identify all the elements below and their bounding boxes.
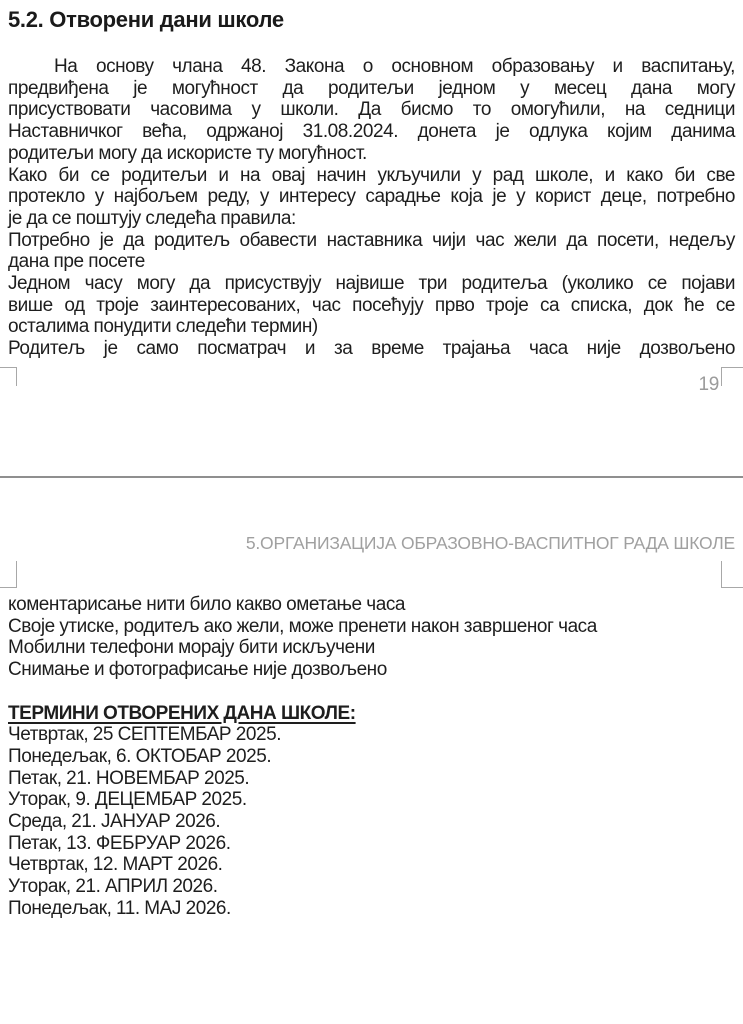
open-day-date: Среда, 21. ЈАНУАР 2026. <box>8 811 221 833</box>
text-line: Потребно је да родитељ обавести наставника чији час жели да посети, недељу <box>8 229 735 251</box>
text-line: протекло у најбољем реду, у интересу сарадње која је у корист деце, потребно <box>8 186 735 208</box>
page-separator-line <box>0 476 743 478</box>
blank-line <box>8 681 735 703</box>
open-day-date: Понедељак, 11. МАЈ 2026. <box>8 897 231 919</box>
text-line: Своје утиске, родитељ ако жели, може пренети након завршеног часа <box>8 615 597 637</box>
page2-body <box>8 594 735 920</box>
text-boundary-mark-top-left <box>0 561 17 588</box>
text-boundary-mark-bottom-left <box>0 367 17 386</box>
running-header: 5.ОРГАНИЗАЦИЈА ОБРАЗОВНО-ВАСПИТНОГ РАДА ШКОЛЕ <box>245 533 735 553</box>
text-line: више од троје заинтересованих, час посећују прво троје са списка, док ће се <box>8 294 735 316</box>
text-line: дана пре посете <box>8 251 145 273</box>
open-day-date: Петак, 21. НОВЕМБАР 2025. <box>8 767 250 789</box>
text-line: је да се поштују следећа правила: <box>8 207 296 229</box>
paragraph <box>8 338 735 360</box>
text-line: Мобилни телефони морају бити искључени <box>8 637 375 659</box>
section-title: 5.2. Отворени дани школе <box>8 7 284 32</box>
text-line: На основу члана 48. Закона о основном образовању и васпитању, <box>54 56 735 77</box>
text-line: родитељи могу да искористе ту могућност. <box>8 142 367 164</box>
text-boundary-mark-top-right <box>721 561 743 588</box>
text-line: коментарисање нити било какво ометање часа <box>8 594 406 615</box>
open-day-date: Четвртак, 12. МАРТ 2026. <box>8 854 223 876</box>
text-line: присуствовати часовима у школи. Да бисмо то омогућили, на седници <box>8 99 735 121</box>
terms-heading-row <box>8 703 735 725</box>
paragraph <box>8 273 735 338</box>
text-line: Наставничког већа, одржаној 31.08.2024. донета је одлука којим данима <box>8 121 735 143</box>
open-day-date: Уторак, 21. АПРИЛ 2026. <box>8 876 218 898</box>
paragraph <box>8 230 735 273</box>
open-day-date: Понедељак, 6. ОКТОБАР 2025. <box>8 745 272 767</box>
open-day-date: Четвртак, 25 СЕПТЕМБАР 2025. <box>8 724 282 746</box>
text-line: Снимање и фотографисање није дозвољено <box>8 659 387 681</box>
text-line: осталима понудити следећи термин) <box>8 316 318 338</box>
paragraph <box>8 165 735 230</box>
text-boundary-mark-bottom-right <box>721 367 743 386</box>
paragraph <box>8 56 735 165</box>
terms-heading: ТЕРМИНИ ОТВОРЕНИХ ДАНА ШКОЛЕ: <box>8 702 356 724</box>
page-number: 19 <box>698 374 719 395</box>
text-line: Једном часу могу да присуствују највише три родитеља (уколико се појави <box>8 273 735 295</box>
text-line: Како би се родитељи и на овај начин укључили у рад школе, и како би све <box>8 164 735 186</box>
text-line: предвиђена је могућност да родитељи једном у месец дана могу <box>8 77 735 99</box>
text-line: Родитељ је само посматрач и за време трајања часа није дозвољено <box>8 338 735 360</box>
open-day-date: Уторак, 9. ДЕЦЕМБАР 2025. <box>8 789 247 811</box>
open-day-date: Петак, 13. ФЕБРУАР 2026. <box>8 832 231 854</box>
page1-body <box>8 56 735 360</box>
